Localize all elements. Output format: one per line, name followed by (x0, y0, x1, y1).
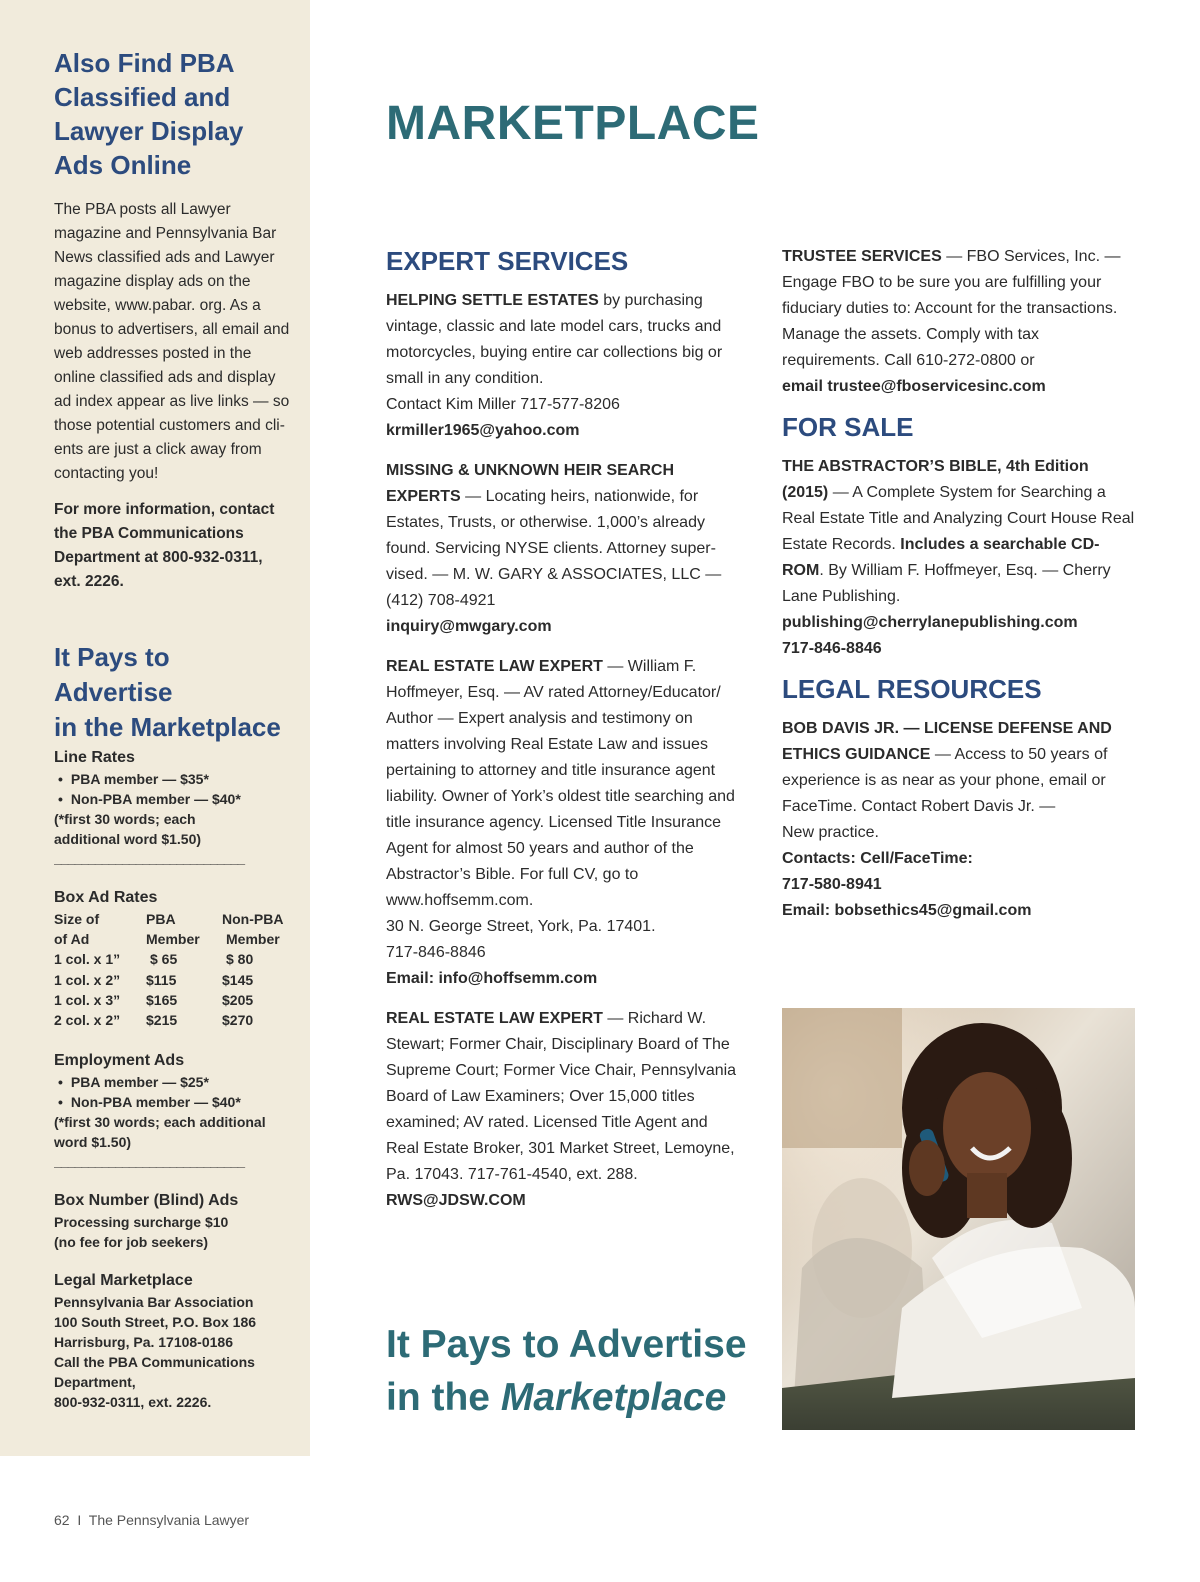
table-cell: $145 (222, 971, 254, 988)
listing-email[interactable]: publishing@cherrylanepublishing.com (782, 614, 1078, 631)
table-row (54, 970, 283, 990)
listing-trustee-services (782, 244, 1137, 400)
table-header-cell: Non-PBA (222, 911, 284, 927)
address-line: Harrisburg, Pa. 17108-0186 (54, 1334, 233, 1351)
find-heading-line: Ads Online (54, 150, 192, 180)
listing-body: by purchasing vintage, classic and late model cars, trucks and motorcycles, buying entire car collections big or small in any condition. (386, 292, 723, 387)
listing-helping-settle-estates (386, 288, 741, 444)
section-heading-for-sale: FOR SALE (782, 412, 914, 442)
table-cell: 2 col. x 2” (54, 1012, 121, 1029)
line-rates (54, 747, 290, 867)
table-cell: $ 80 (226, 951, 254, 968)
listing-lead: HELPING SETTLE ESTATES (386, 292, 599, 309)
listing-lead: TRUSTEE SERVICES (782, 248, 942, 265)
legal-marketplace-title: Legal Marketplace (54, 1272, 193, 1290)
find-heading-line: Also Find PBA (54, 48, 235, 78)
employment-title: Employment Ads (54, 1052, 185, 1070)
line-rates-note: additional word $1.50) (54, 831, 202, 847)
box-number-ads (54, 1190, 290, 1252)
listing-real-estate-expert-hoffmeyer (386, 654, 741, 992)
listing-email[interactable]: inquiry@mwgary.com (386, 618, 552, 635)
sidebar-intro-text: The PBA posts all Lawyer magazine and Pennsylvania Bar News classified ads and Lawyer magazine display ads on the website, www.pabar. org. As a bonus to advertisers, all email and web addresses posted in the online classified ads and display ad index appear as live links — so those potential customers and clients are just a click away from contacting you! (54, 201, 290, 482)
advertise-heading-line: in the Marketplace (54, 712, 281, 742)
section-heading-legal-resources: LEGAL RESOURCES (782, 674, 1042, 704)
listing-email[interactable]: krmiller1965@yahoo.com (386, 422, 580, 439)
table-header-row (54, 929, 283, 949)
photo-woman-on-phone (782, 1008, 1135, 1430)
listing-lead: MISSING & UNKNOWN HEIR SEARCH EXPERTS (386, 462, 675, 505)
table-header-cell: PBA (146, 911, 176, 927)
listing-body: — Richard W. Stewart; Former Chair, Disciplinary Board of The Supreme Court; Former Vice Chair, Pennsylvania Board of Law Examiners; Over 15,000 titles examined; AV rated. Licensed Title Agent and Real Estate Broker, 301 Market Street, Lemoyne, Pa. 17043. 717-761-4540, ext. 288. (386, 1010, 737, 1183)
table-cell: 1 col. x 2” (54, 971, 121, 988)
table-header-cell: Size of (54, 911, 100, 927)
box-number-line: Processing surcharge $10 (54, 1214, 229, 1231)
divider: ____________________________ (54, 850, 245, 866)
table-row (54, 990, 283, 1010)
listing-abstractors-bible (782, 454, 1137, 662)
box-ad-rates (54, 887, 290, 1030)
table-row (54, 1010, 283, 1030)
publication-name: The Pennsylvania Lawyer (88, 1512, 250, 1528)
listing-line: 30 N. George Street, York, Pa. 17401. (386, 918, 656, 935)
table-header-cell: Member (226, 931, 280, 948)
listing-phone: 717-580-8941 (782, 876, 882, 893)
page-title: MARKETPLACE (386, 97, 760, 150)
sidebar-contact-text: For more information, contact the PBA Communications Department at 800-932-0311, ext. 2226. (54, 501, 275, 590)
advertise-title-emphasis: Marketplace (500, 1376, 727, 1419)
page-number: 62 (54, 1512, 70, 1528)
table-row (54, 949, 283, 969)
divider: ____________________________ (54, 1153, 245, 1170)
table-cell: $165 (146, 991, 178, 1008)
line-rate-item: • PBA member — $35* (54, 769, 290, 789)
listing-email[interactable]: email trustee@fboservicesinc.com (782, 378, 1046, 395)
listing-lead: BOB DAVIS JR. — LICENSE DEFENSE AND ETHICS GUIDANCE (782, 720, 1112, 763)
listing-lead: THE ABSTRACTOR’S BIBLE, 4th Edition (2015) (782, 458, 1089, 501)
listing-highlight: Includes a searchable CD-ROM (782, 536, 1100, 579)
listing-email[interactable]: Email: bobsethics45@gmail.com (782, 902, 1032, 919)
find-heading-line: Classified and (54, 82, 231, 112)
table-header-cell: Member (146, 931, 200, 948)
table-cell: $270 (222, 1012, 254, 1029)
listing-email[interactable]: RWS@JDSW.COM (386, 1192, 526, 1209)
table-header-cell: of Ad (54, 931, 90, 948)
listing-body: . By William F. Hoffmeyer, Esq. — Cherry Lane Publishing. (782, 562, 1111, 605)
column-right (782, 244, 1137, 938)
listing-phone: 717-846-8846 (782, 640, 882, 657)
employment-item: • PBA member — $25* (54, 1072, 290, 1092)
listing-lead: REAL ESTATE LAW EXPERT (386, 1010, 603, 1027)
listing-body: — FBO Services, Inc. — Engage FBO to be sure you are fulfilling your fiduciary duties to: Account for the transactions. Manage the assets. Comply with tax requirements. Call 610-272-0800 or (782, 248, 1121, 369)
address-line: 800-932-0311, ext. 2226. (54, 1394, 212, 1411)
advertise-title-line: It Pays to Advertise (386, 1323, 747, 1366)
line-rate-item: • Non-PBA member — $40* (54, 789, 290, 809)
employment-ads (54, 1050, 290, 1170)
table-cell: 1 col. x 3” (54, 991, 121, 1008)
listing-line: Contact Kim Miller 717-577-8206 (386, 396, 620, 413)
address-line: Department, (54, 1374, 136, 1391)
employment-item: • Non-PBA member — $40* (54, 1092, 290, 1112)
listing-real-estate-expert-stewart (386, 1006, 741, 1214)
box-rates-title: Box Ad Rates (54, 889, 158, 906)
sidebar-find-heading (54, 46, 290, 182)
employment-note: (*first 30 words; each additional (54, 1114, 266, 1131)
advertise-heading-line: It Pays to Advertise (54, 642, 173, 707)
page-footer (54, 1512, 249, 1528)
table-cell: 1 col. x 1” (54, 951, 121, 968)
advertise-title-line-prefix: in the (386, 1376, 501, 1419)
sidebar (0, 0, 310, 1456)
table-cell: $ 65 (150, 951, 178, 968)
table-cell: $115 (146, 971, 177, 988)
address-line: 100 South Street, P.O. Box 186 (54, 1314, 257, 1331)
listing-contact-label: Contacts: Cell/FaceTime: (782, 850, 973, 867)
footer-separator: I (77, 1512, 82, 1528)
address-line: Call the PBA Communications (54, 1354, 255, 1371)
listing-heir-search (386, 458, 741, 640)
address-line: Pennsylvania Bar Association (54, 1294, 254, 1311)
listing-email[interactable]: Email: info@hoffsemm.com (386, 970, 598, 987)
find-heading-line: Lawyer Display (54, 116, 244, 146)
line-rates-title: Line Rates (54, 749, 135, 766)
line-rates-note: (*first 30 words; each (54, 811, 196, 827)
table-cell: $215 (146, 1012, 178, 1029)
advertise-title (386, 1318, 747, 1424)
employment-note: word $1.50) (54, 1134, 132, 1151)
section-heading-expert-services: EXPERT SERVICES (386, 246, 629, 276)
listing-body: — Access to 50 years of experience is as near as your phone, email or FaceTime. Contact Robert Davis Jr. — (782, 746, 1108, 815)
photo-illustration (782, 1008, 1135, 1430)
listing-line: 717-846-8846 (386, 944, 486, 961)
listing-body: — A Complete System for Searching a Real Estate Title and Analyzing Court House Real Estate Records. (782, 484, 1135, 553)
column-expert-services (386, 244, 741, 1228)
listing-body: — Locating heirs, nationwide, for Estates, Trusts, or otherwise. 1,000’s already found. Servicing NYSE clients. Attorney supervised. — M. W. GARY & ASSOCIATES, LLC — (412) 708-4921 (386, 488, 722, 609)
box-number-title: Box Number (Blind) Ads (54, 1192, 239, 1210)
sidebar-content (54, 46, 290, 1412)
listing-bob-davis (782, 716, 1137, 924)
table-header-row (54, 909, 283, 929)
listing-body: — William F. Hoffmeyer, Esq. — AV rated Attorney/Educator/ Author — Expert analysis and testimony on matters involving Real Estate Law and issues pertaining to attorney and title insurance agent liability. Owner of York’s oldest title searching and title insurance agency. Licensed Title Insurance Agent for almost 50 years and author of the Abstractor’s Bible. For full CV, go to www.hoffsemm.com. (386, 658, 735, 909)
sidebar-advertise-heading (54, 640, 290, 745)
legal-marketplace-contact (54, 1270, 290, 1412)
listing-line: New practice. (782, 824, 879, 841)
box-number-line: (no fee for job seekers) (54, 1234, 209, 1251)
box-rates-table (54, 909, 283, 1030)
table-cell: $205 (222, 991, 254, 1008)
listing-lead: REAL ESTATE LAW EXPERT (386, 658, 603, 675)
